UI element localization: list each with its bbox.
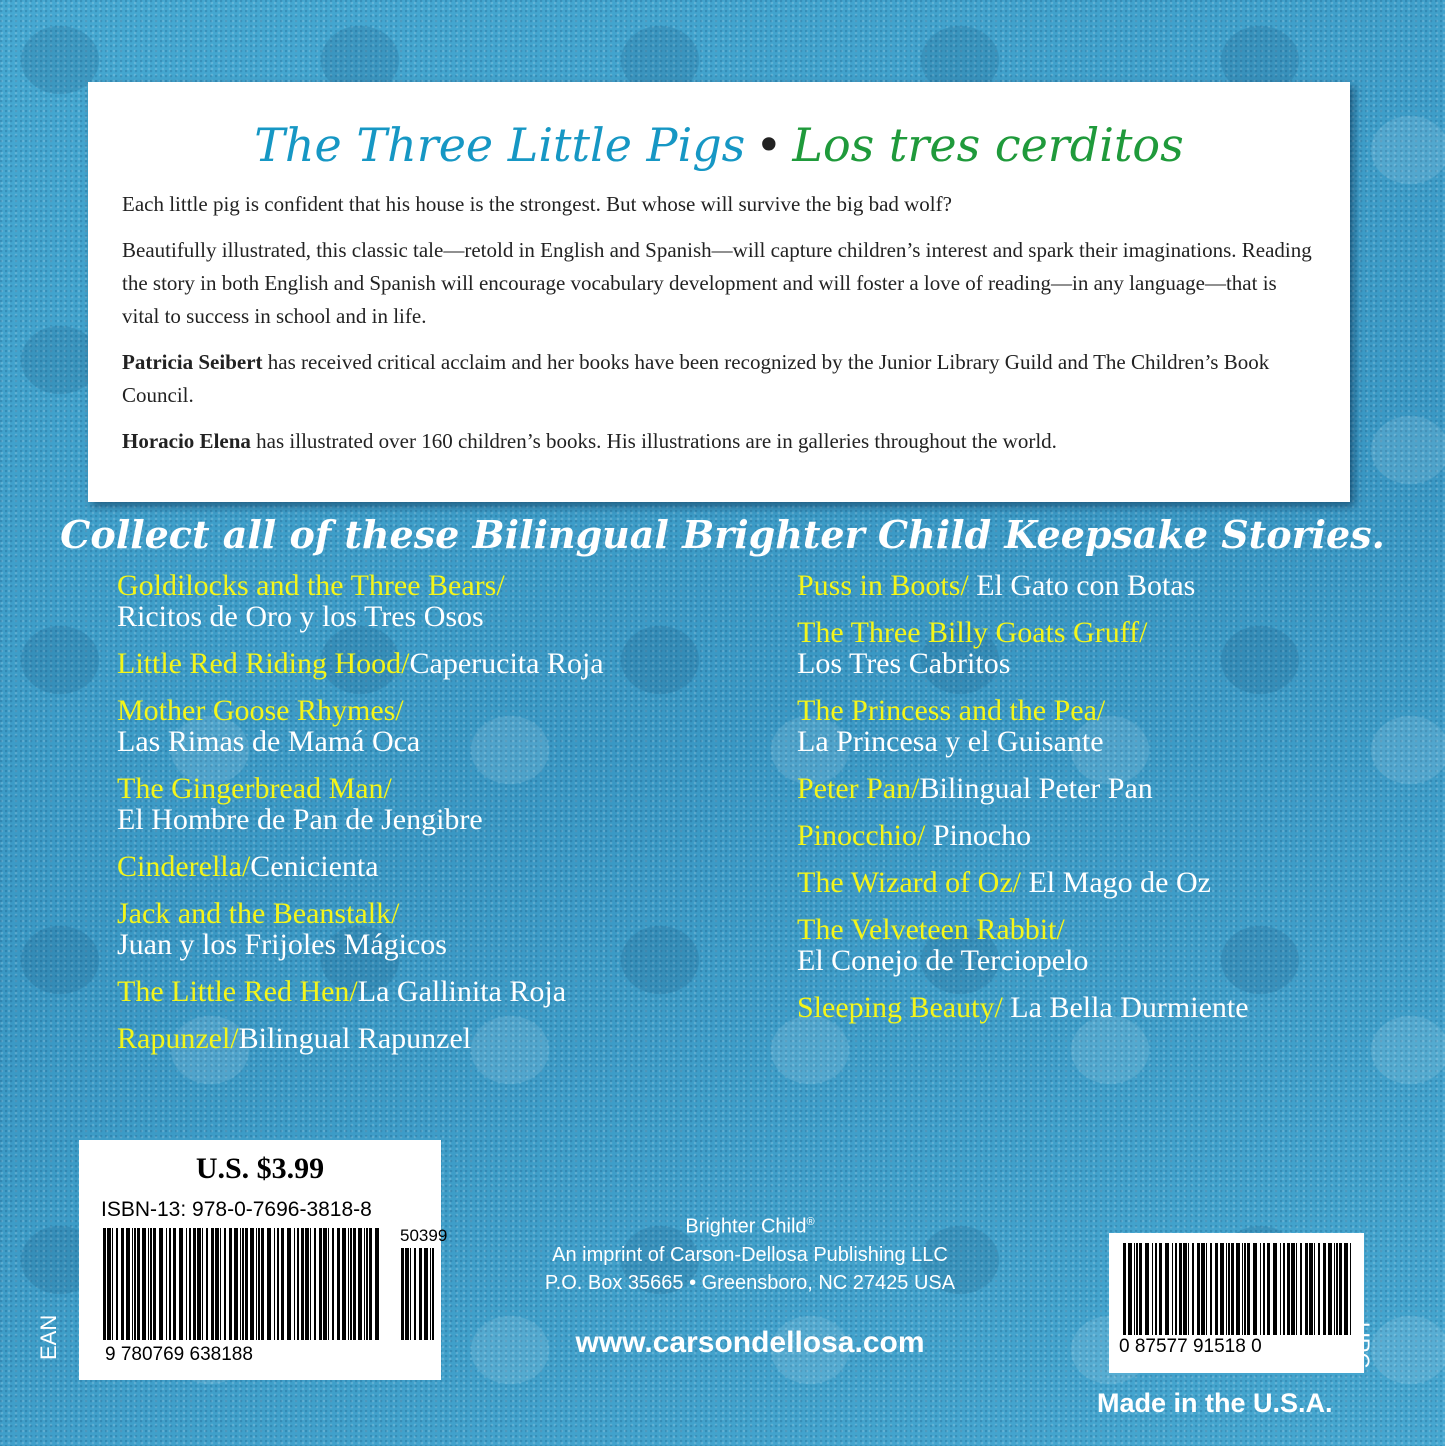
upc-label: UPC	[1349, 1322, 1374, 1369]
ean-number: 9 780769 638188	[105, 1344, 253, 1365]
barcode-bar	[1318, 1243, 1320, 1335]
barcode-bar	[1175, 1243, 1177, 1335]
barcode-bar	[337, 1228, 340, 1340]
title-separator: •	[755, 118, 783, 172]
website-link[interactable]: www.carsondellosa.com	[575, 1326, 925, 1359]
book-title-es: El Conejo de Terciopelo	[797, 944, 1089, 977]
barcode-bar	[1197, 1243, 1200, 1335]
book-title-en: The Wizard of Oz/	[797, 866, 1021, 899]
barcode-bar	[258, 1228, 260, 1340]
list-item	[797, 820, 1249, 851]
barcode-bar	[358, 1228, 362, 1340]
barcode-bar	[1273, 1243, 1277, 1335]
barcode-bar	[1128, 1243, 1132, 1335]
barcode-bar	[1323, 1243, 1326, 1335]
barcode-bar	[366, 1228, 368, 1340]
book-title-en: Puss in Boots/	[797, 569, 969, 602]
barcode-bar	[126, 1228, 130, 1340]
barcode-bar	[132, 1228, 133, 1340]
barcode-bar	[1134, 1243, 1135, 1335]
book-title-es: Los Tres Cabritos	[797, 647, 1011, 680]
barcode-bar	[224, 1228, 226, 1340]
barcode-bar	[1183, 1243, 1187, 1335]
book-title-es: Juan y los Frijoles Mágicos	[117, 928, 447, 961]
title-spanish: Los tres cerditos	[792, 118, 1184, 172]
barcode-bar	[1215, 1243, 1218, 1335]
barcode-bar	[193, 1228, 196, 1340]
book-title-es: Pinocho	[925, 819, 1032, 852]
barcode-bar	[142, 1228, 146, 1340]
barcode-bar	[134, 1228, 136, 1340]
barcode-bar	[1287, 1243, 1290, 1335]
barcode-bar	[250, 1228, 254, 1340]
book-title-en: Peter Pan/	[797, 772, 920, 805]
barcode-bar	[401, 1248, 404, 1340]
barcode-bar	[364, 1228, 365, 1340]
barcode-bar	[1305, 1243, 1308, 1335]
ean-barcode	[103, 1228, 381, 1340]
barcode-bar	[234, 1228, 238, 1340]
book-title-en: The Princess and the Pea/	[797, 694, 1106, 727]
list-item	[797, 617, 1249, 679]
barcode-bar	[1152, 1243, 1153, 1335]
barcode-bar	[1260, 1243, 1261, 1335]
barcode-bar	[220, 1228, 221, 1340]
barcode-bar	[229, 1228, 232, 1340]
barcode-bar	[202, 1228, 203, 1340]
book-title-es: El Gato con Botas	[968, 569, 1196, 602]
barcode-bar	[424, 1248, 428, 1340]
barcode-bar	[153, 1228, 156, 1340]
price-label: U.S. $3.99	[195, 1152, 325, 1185]
list-item	[117, 570, 604, 632]
barcode-bar	[414, 1248, 416, 1340]
barcode-bar	[1283, 1243, 1285, 1335]
barcode-bar	[432, 1248, 434, 1340]
list-item	[117, 898, 604, 960]
list-item	[117, 851, 604, 882]
book-title-es: El Hombre de Pan de Jengibre	[117, 803, 483, 836]
barcode-bar	[166, 1228, 167, 1340]
publisher-address: P.O. Box 35665 • Greensboro, NC 27425 USA	[544, 1271, 956, 1294]
registered-mark: ®	[806, 1216, 815, 1228]
barcode-bar	[211, 1228, 214, 1340]
list-item	[797, 867, 1249, 898]
illustrator-bio-text: has illustrated over 160 children’s books. His illustrations are in galleries throughout the world.	[250, 429, 1057, 453]
price-addon-number: 50399	[400, 1226, 448, 1245]
barcode-bar	[277, 1228, 279, 1340]
barcode-bar	[405, 1248, 409, 1340]
list-item	[797, 773, 1249, 804]
barcode-bar	[1253, 1243, 1257, 1335]
barcode-bar	[1263, 1243, 1265, 1335]
barcode-bar	[240, 1228, 241, 1340]
barcode-bar	[116, 1228, 118, 1340]
book-title-es: La Princesa y el Guisante	[797, 725, 1104, 758]
book-title-en: The Gingerbread Man/	[117, 772, 392, 805]
collection-heading: Collect all of these Bilingual Brighter Child Keepsake Stories.	[60, 512, 1385, 557]
upc-barcode	[1123, 1243, 1351, 1335]
list-item	[117, 1023, 604, 1054]
book-title-en: The Velveteen Rabbit/	[797, 913, 1065, 946]
barcode-bar	[1314, 1243, 1315, 1335]
barcode-bar	[121, 1228, 124, 1340]
list-item	[117, 773, 604, 835]
barcode-bar	[1179, 1243, 1182, 1335]
book-list-right	[797, 570, 1249, 1039]
author-name: Patricia Seibert	[122, 350, 263, 374]
barcode-bar	[261, 1228, 264, 1340]
barcode-bar	[348, 1228, 349, 1340]
barcode-bar	[1328, 1243, 1332, 1335]
barcode-bar	[107, 1228, 111, 1340]
barcode-bar	[1159, 1243, 1162, 1335]
barcode-bar	[1280, 1243, 1281, 1335]
barcode-bar	[274, 1228, 275, 1340]
barcode-bar	[1300, 1243, 1302, 1335]
barcode-bar	[1309, 1243, 1313, 1335]
barcode-bar	[1139, 1243, 1142, 1335]
upc-barcode-box	[1109, 1233, 1364, 1373]
isbn-text: ISBN-13: 978-0-7696-3818-8	[101, 1198, 372, 1221]
barcode-bar	[369, 1228, 372, 1340]
barcode-bar	[1228, 1243, 1230, 1335]
barcode-bar	[150, 1228, 152, 1340]
barcode-bar	[410, 1248, 411, 1340]
barcode-bar	[305, 1228, 309, 1340]
barcode-bar	[1192, 1243, 1194, 1335]
barcode-bar	[1291, 1243, 1295, 1335]
description-paragraph: Beautifully illustrated, this classic tale—retold in English and Spanish—will capture children’s interest and spark their imaginations. Reading the story in both English and Spanish will encourage vocabulary development and will foster a love of reading—in any language—that is vital to success in school and in life.	[122, 238, 1312, 328]
barcode-bar	[1172, 1243, 1173, 1335]
barcode-bar	[1201, 1243, 1205, 1335]
book-title-es: Las Rimas de Mamá Oca	[117, 725, 421, 758]
barcode-bar	[1210, 1243, 1212, 1335]
barcode-bar	[314, 1228, 316, 1340]
barcode-bar	[323, 1228, 327, 1340]
description-panel	[88, 82, 1350, 502]
barcode-bar	[1188, 1243, 1189, 1335]
barcode-bar	[242, 1228, 244, 1340]
barcode-bar	[294, 1228, 295, 1340]
addon-barcode	[401, 1248, 435, 1340]
barcode-bar	[430, 1248, 431, 1340]
barcode-bar	[159, 1228, 163, 1340]
list-item	[117, 648, 604, 679]
barcode-bar	[310, 1228, 311, 1340]
isbn-barcode-box	[79, 1140, 448, 1380]
list-item	[797, 695, 1249, 757]
barcode-bar	[301, 1228, 304, 1340]
author-bio	[122, 346, 1316, 412]
book-title-en: Jack and the Beanstalk/	[117, 897, 400, 930]
book-title-en: Rapunzel/	[117, 1022, 239, 1055]
barcode-bar	[1206, 1243, 1207, 1335]
title-english: The Three Little Pigs	[254, 118, 746, 172]
barcode-bar	[1339, 1243, 1342, 1335]
barcode-bar	[189, 1228, 191, 1340]
barcode-bar	[319, 1228, 322, 1340]
barcode-bar	[245, 1228, 248, 1340]
list-item	[117, 695, 604, 757]
barcode-bar	[215, 1228, 219, 1340]
book-title-es: Bilingual Rapunzel	[238, 1022, 472, 1055]
barcode-bar	[419, 1248, 422, 1340]
book-title-es: Caperucita Roja	[409, 647, 604, 680]
barcode-bar	[267, 1228, 271, 1340]
barcode-bar	[375, 1228, 379, 1340]
book-title-en: Goldilocks and the Three Bears/	[117, 569, 505, 602]
summary-paragraph: Each little pig is confident that his house is the strongest. But whose will survive the big bad wolf?	[122, 192, 952, 216]
barcode-bar	[287, 1228, 291, 1340]
book-title-es: Bilingual Peter Pan	[919, 772, 1153, 805]
barcode-bar	[1220, 1243, 1224, 1335]
imprint-description: An imprint of Carson-Dellosa Publishing LLC	[552, 1243, 948, 1266]
upc-number: 0 87577 91518 0	[1119, 1336, 1262, 1357]
illustrator-name: Horacio Elena	[122, 429, 251, 453]
barcode-bar	[297, 1228, 299, 1340]
barcode-bar	[1267, 1243, 1270, 1335]
barcode-bar	[1336, 1243, 1338, 1335]
barcode-bar	[137, 1228, 140, 1340]
book-title-es: El Mago de Oz	[1020, 866, 1211, 899]
barcode-bar	[1155, 1243, 1157, 1335]
list-item	[117, 976, 604, 1007]
book-title-es: Ricitos de Oro y los Tres Osos	[117, 600, 484, 633]
barcode-bar	[206, 1228, 208, 1340]
book-title-en: Mother Goose Rhymes/	[117, 694, 404, 727]
imprint-name: Brighter Child	[685, 1215, 807, 1238]
barcode-bar	[1136, 1243, 1138, 1335]
illustrator-bio	[122, 425, 1316, 458]
book-title-en: Little Red Riding Hood/	[117, 647, 410, 680]
list-item	[797, 570, 1249, 601]
barcode-bar	[186, 1228, 187, 1340]
barcode-bar	[1123, 1243, 1126, 1335]
barcode-bar	[169, 1228, 171, 1340]
book-title-en: The Three Billy Goats Gruff/	[797, 616, 1148, 649]
author-bio-text: has received critical acclaim and her books have been recognized by the Junior Library Guild and The Children’s Book Council.	[122, 350, 1270, 407]
barcode-bar	[1145, 1243, 1149, 1335]
book-title-en: The Little Red Hen/	[117, 975, 358, 1008]
barcode-bar	[1236, 1243, 1240, 1335]
book-title-es: La Bella Durmiente	[1002, 991, 1249, 1024]
book-title-en: Pinocchio/	[797, 819, 926, 852]
made-in-label: Made in the U.S.A.	[1097, 1388, 1333, 1418]
barcode-bar	[197, 1228, 201, 1340]
barcode-bar	[342, 1228, 346, 1340]
book-list-left	[117, 570, 604, 1070]
barcode-bar	[256, 1228, 257, 1340]
ean-label: EAN	[36, 1314, 61, 1360]
barcode-bar	[1242, 1243, 1243, 1335]
barcode-bar	[350, 1228, 352, 1340]
barcode-bar	[173, 1228, 176, 1340]
barcode-bar	[332, 1228, 334, 1340]
barcode-bar	[112, 1228, 113, 1340]
barcode-bar	[1247, 1243, 1250, 1335]
barcode-bar	[103, 1228, 106, 1340]
barcode-bar	[148, 1228, 149, 1340]
imprint-line	[470, 1208, 1030, 1241]
barcode-bar	[353, 1228, 356, 1340]
publisher-info	[470, 1208, 1030, 1297]
book-title-en: Cinderella/	[117, 850, 251, 883]
barcode-bar	[328, 1228, 329, 1340]
barcode-bar	[1226, 1243, 1227, 1335]
barcode-bar	[179, 1228, 183, 1340]
book-title-es: La Gallinita Roja	[357, 975, 567, 1008]
list-item	[797, 992, 1249, 1023]
barcode-bar	[1244, 1243, 1246, 1335]
barcode-bar	[281, 1228, 284, 1340]
barcode-bar	[1165, 1243, 1169, 1335]
barcode-bar	[1296, 1243, 1297, 1335]
book-title-en: Sleeping Beauty/	[797, 991, 1003, 1024]
barcode-bar	[1334, 1243, 1335, 1335]
book-title-es: Cenicienta	[250, 850, 379, 883]
book-title	[122, 116, 1316, 174]
barcode-bar	[1231, 1243, 1234, 1335]
list-item	[797, 914, 1249, 976]
